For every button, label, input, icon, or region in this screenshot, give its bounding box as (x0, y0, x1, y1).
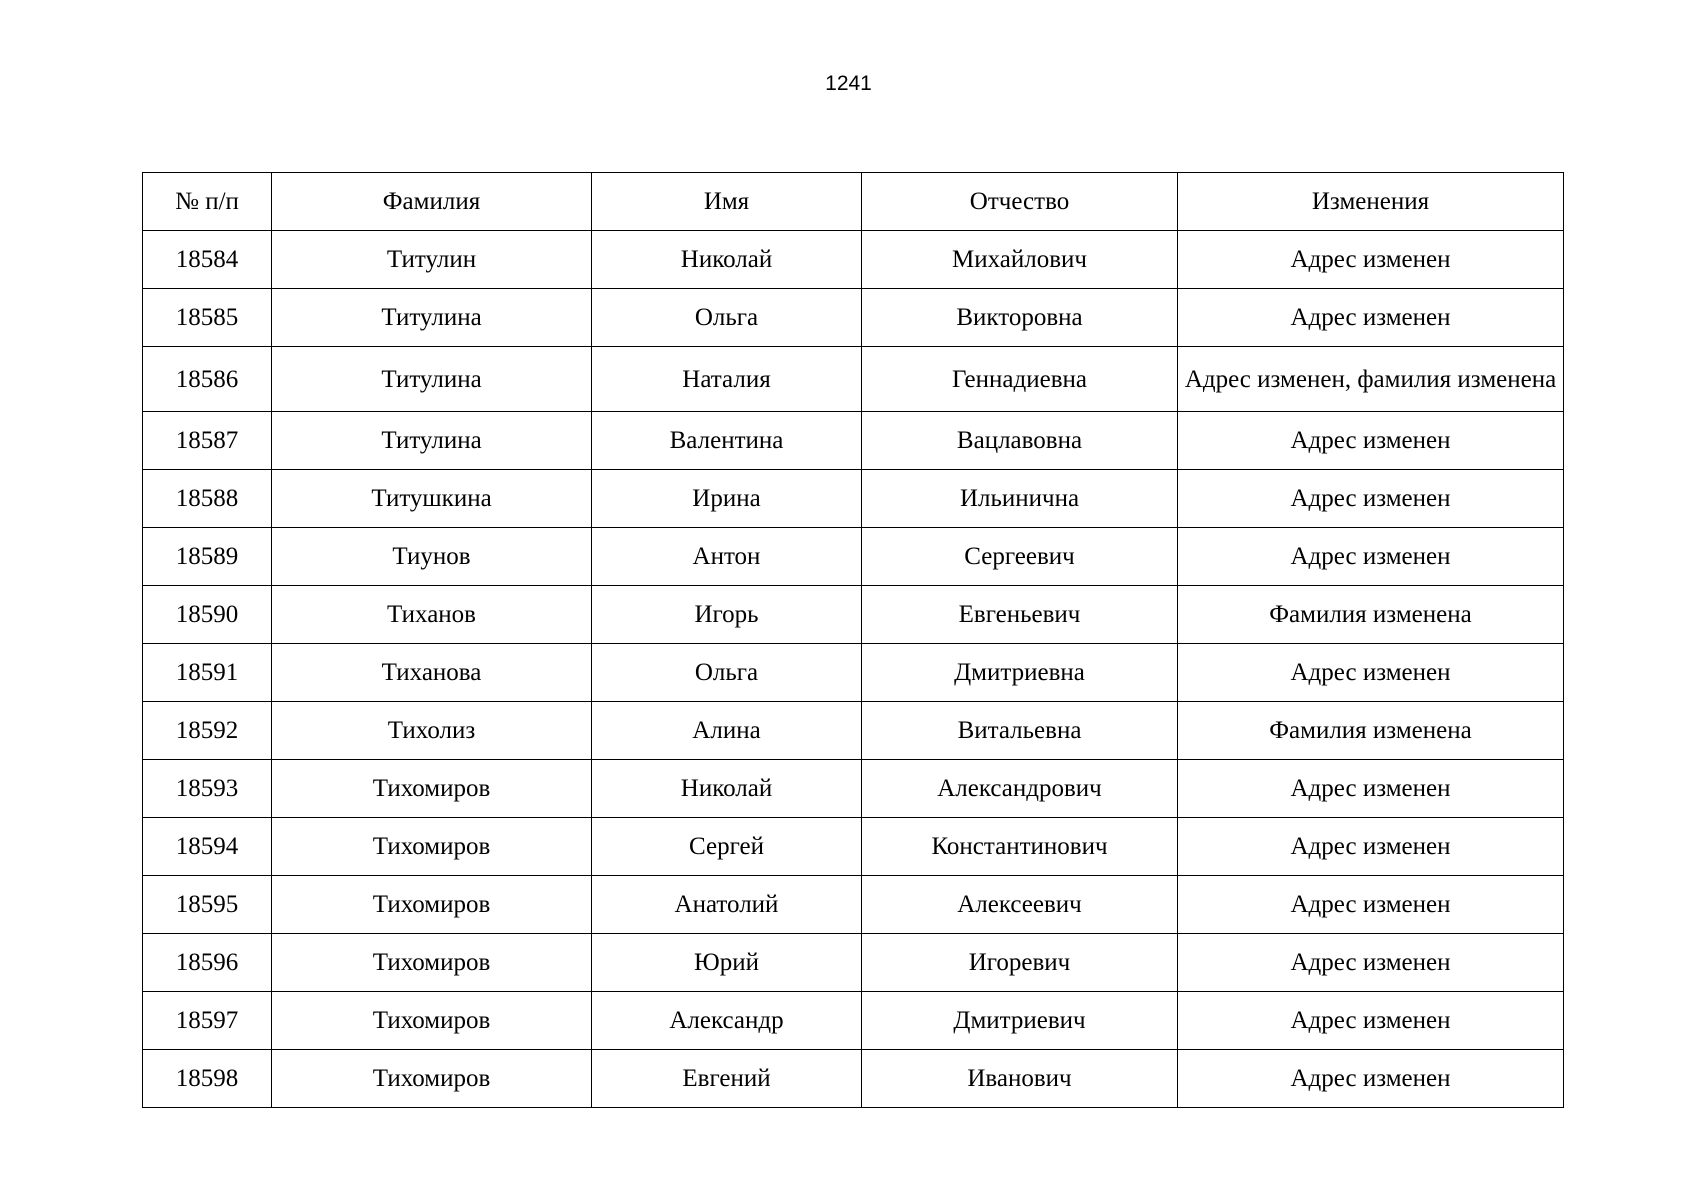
cell-changes: Адрес изменен (1178, 231, 1564, 289)
cell-number: 18592 (143, 702, 272, 760)
cell-last-name: Тихомиров (272, 992, 592, 1050)
cell-number: 18591 (143, 644, 272, 702)
cell-first-name: Николай (592, 231, 862, 289)
cell-patronymic: Константинович (862, 818, 1178, 876)
table-row (143, 528, 1564, 586)
cell-changes: Адрес изменен (1178, 818, 1564, 876)
cell-last-name: Титушкина (272, 470, 592, 528)
cell-last-name: Тихомиров (272, 818, 592, 876)
cell-changes: Адрес изменен (1178, 470, 1564, 528)
cell-patronymic: Дмитриевич (862, 992, 1178, 1050)
cell-changes: Адрес изменен (1178, 644, 1564, 702)
header-patronymic: Отчество (862, 173, 1178, 231)
cell-patronymic: Витальевна (862, 702, 1178, 760)
cell-first-name: Валентина (592, 412, 862, 470)
table-row (143, 818, 1564, 876)
table-header-row (143, 173, 1564, 231)
cell-number: 18598 (143, 1050, 272, 1108)
table-row (143, 1050, 1564, 1108)
table-row (143, 644, 1564, 702)
header-last-name: Фамилия (272, 173, 592, 231)
cell-first-name: Евгений (592, 1050, 862, 1108)
cell-last-name: Тихомиров (272, 1050, 592, 1108)
cell-number: 18585 (143, 289, 272, 347)
cell-patronymic: Александрович (862, 760, 1178, 818)
cell-last-name: Титулина (272, 412, 592, 470)
cell-number: 18596 (143, 934, 272, 992)
cell-first-name: Игорь (592, 586, 862, 644)
table-row (143, 876, 1564, 934)
table-row (143, 347, 1564, 412)
cell-changes: Адрес изменен (1178, 412, 1564, 470)
table-row (143, 760, 1564, 818)
cell-changes: Адрес изменен (1178, 289, 1564, 347)
cell-number: 18595 (143, 876, 272, 934)
cell-patronymic: Сергеевич (862, 528, 1178, 586)
table-row (143, 231, 1564, 289)
cell-patronymic: Алексеевич (862, 876, 1178, 934)
header-number: № п/п (143, 173, 272, 231)
table-row (143, 586, 1564, 644)
cell-changes: Адрес изменен (1178, 760, 1564, 818)
cell-number: 18590 (143, 586, 272, 644)
header-first-name: Имя (592, 173, 862, 231)
cell-changes: Адрес изменен (1178, 934, 1564, 992)
cell-patronymic: Ильинична (862, 470, 1178, 528)
cell-first-name: Антон (592, 528, 862, 586)
cell-first-name: Анатолий (592, 876, 862, 934)
cell-patronymic: Викторовна (862, 289, 1178, 347)
cell-last-name: Титулин (272, 231, 592, 289)
cell-number: 18586 (143, 347, 272, 412)
page-number: 1241 (825, 72, 872, 95)
cell-patronymic: Иванович (862, 1050, 1178, 1108)
cell-number: 18589 (143, 528, 272, 586)
cell-first-name: Николай (592, 760, 862, 818)
cell-first-name: Александр (592, 992, 862, 1050)
cell-last-name: Тихомиров (272, 876, 592, 934)
cell-last-name: Тихолиз (272, 702, 592, 760)
table-row (143, 289, 1564, 347)
cell-patronymic: Геннадиевна (862, 347, 1178, 412)
cell-number: 18597 (143, 992, 272, 1050)
table-row (143, 702, 1564, 760)
cell-number: 18588 (143, 470, 272, 528)
cell-first-name: Наталия (592, 347, 862, 412)
cell-first-name: Ирина (592, 470, 862, 528)
cell-last-name: Тиханов (272, 586, 592, 644)
table-row (143, 992, 1564, 1050)
cell-changes: Адрес изменен (1178, 1050, 1564, 1108)
cell-changes: Адрес изменен, фамилия изменена (1178, 347, 1564, 412)
cell-changes: Адрес изменен (1178, 528, 1564, 586)
cell-patronymic: Михайлович (862, 231, 1178, 289)
cell-patronymic: Игоревич (862, 934, 1178, 992)
cell-last-name: Тихомиров (272, 760, 592, 818)
cell-last-name: Титулина (272, 289, 592, 347)
table-row (143, 412, 1564, 470)
header-changes: Изменения (1178, 173, 1564, 231)
cell-first-name: Ольга (592, 289, 862, 347)
cell-changes: Адрес изменен (1178, 992, 1564, 1050)
table-row (143, 934, 1564, 992)
cell-patronymic: Дмитриевна (862, 644, 1178, 702)
cell-changes: Фамилия изменена (1178, 702, 1564, 760)
cell-number: 18594 (143, 818, 272, 876)
cell-first-name: Ольга (592, 644, 862, 702)
cell-number: 18587 (143, 412, 272, 470)
cell-number: 18593 (143, 760, 272, 818)
cell-last-name: Тиунов (272, 528, 592, 586)
cell-last-name: Тиханова (272, 644, 592, 702)
cell-patronymic: Вацлавовна (862, 412, 1178, 470)
cell-last-name: Титулина (272, 347, 592, 412)
cell-first-name: Сергей (592, 818, 862, 876)
cell-first-name: Юрий (592, 934, 862, 992)
cell-changes: Адрес изменен (1178, 876, 1564, 934)
cell-number: 18584 (143, 231, 272, 289)
cell-changes: Фамилия изменена (1178, 586, 1564, 644)
cell-patronymic: Евгеньевич (862, 586, 1178, 644)
table-row (143, 470, 1564, 528)
records-table (142, 172, 1564, 1108)
cell-first-name: Алина (592, 702, 862, 760)
cell-last-name: Тихомиров (272, 934, 592, 992)
